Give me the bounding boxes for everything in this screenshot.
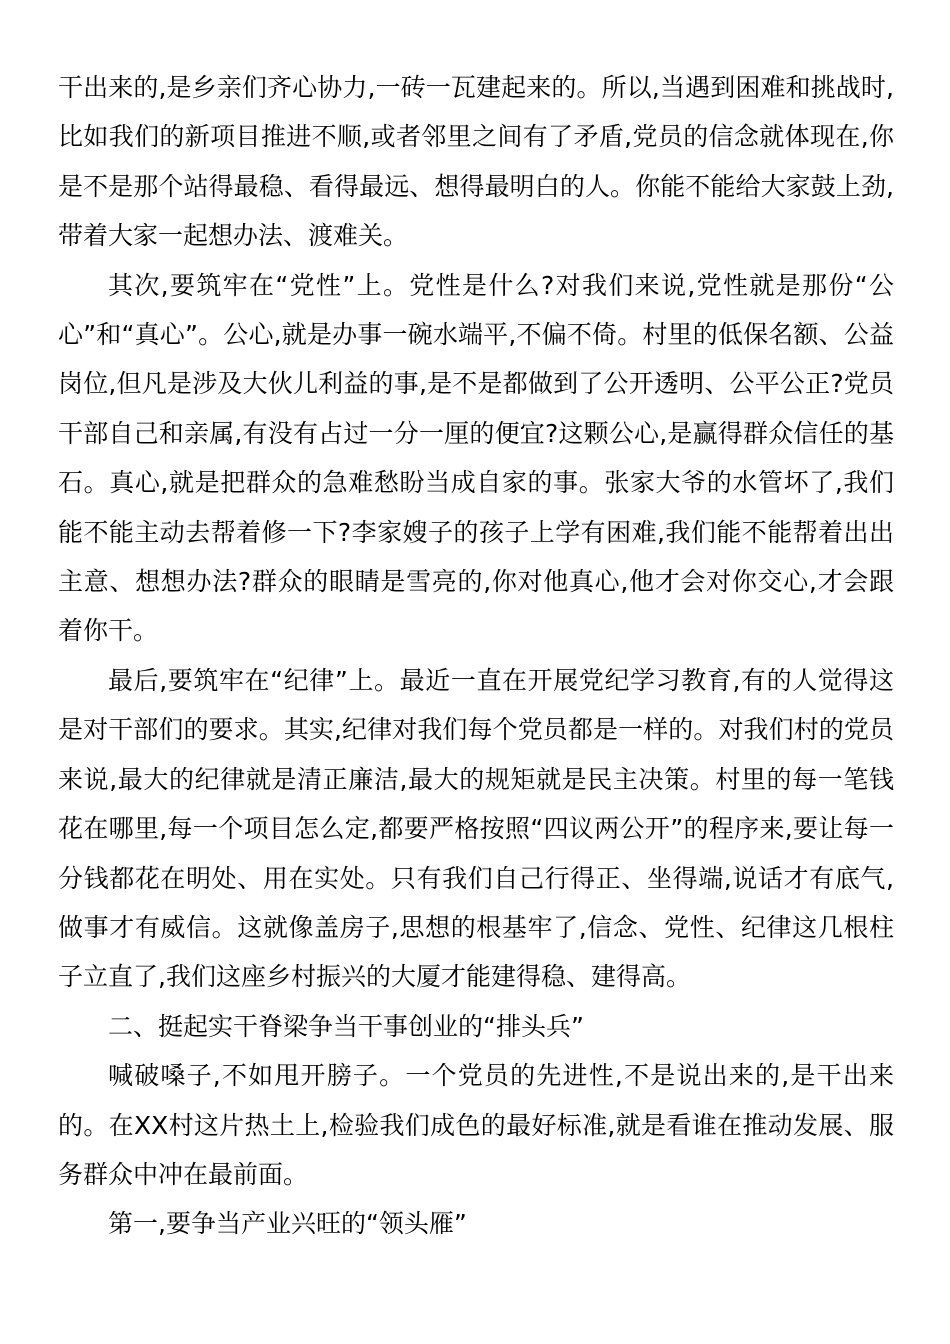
paragraph-discipline: 最后,要筑牢在“纪律”上。最近一直在开展党纪学习教育,有的人觉得这是对干部们的要求。其实,纪律对我们每个党员都是一样的。对我们村的党员来说,最大的纪律就是清正廉洁,最大的规矩就是民主决策。村里的每一笔钱花在哪里,每一个项目怎么定,都要严格按照“四议两公开”的程序来,要让每一分钱都花在明处、用在实处。只有我们自己行得正、坐得端,说话才有底气,做事才有威信。这就像盖房子,思想的根基牢了,信念、党性、纪律这几根柱子立直了,我们这座乡村振兴的大厦才能建得稳、建得高。 [58,665,894,992]
section-heading-two: 二、挺起实干脊梁争当干事创业的“排头兵” [108,1011,584,1041]
paragraph-action: 喊破嗓子,不如甩开膀子。一个党员的先进性,不是说出来的,是干出来的。在XX村这片热土上,检验我们成色的最好标准,就是看谁在推动发展、服务群众中冲在最前面。 [58,1061,894,1189]
document-page [58,63,894,1249]
paragraph-party-spirit: 其次,要筑牢在“党性”上。党性是什么?对我们来说,党性就是那份“公心”和“真心”。公心,就是办事一碗水端平,不偏不倚。村里的低保名额、公益岗位,但凡是涉及大伙儿利益的事,是不是都做到了公开透明、公平公正?党员干部自己和亲属,有没有占过一分一厘的便宜?这颗公心,是赢得群众信任的基石。真心,就是把群众的急难愁盼当成自家的事。张家大爷的水管坏了,我们能不能主动去帮着修一下?李家嫂子的孩子上学有困难,我们能不能帮着出出主意、想想办法?群众的眼睛是雪亮的,你对他真心,他才会对你交心,才会跟着你干。 [58,270,894,646]
paragraph-continuation: 干出来的,是乡亲们齐心协力,一砖一瓦建起来的。所以,当遇到困难和挑战时,比如我们的新项目推进不顺,或者邻里之间有了矛盾,党员的信念就体现在,你是不是那个站得最稳、看得最远、想得最明白的人。你能不能给大家鼓上劲,带着大家一起想办法、渡难关。 [58,73,894,251]
subheading-first: 第一,要争当产业兴旺的“领头雁” [108,1209,467,1239]
